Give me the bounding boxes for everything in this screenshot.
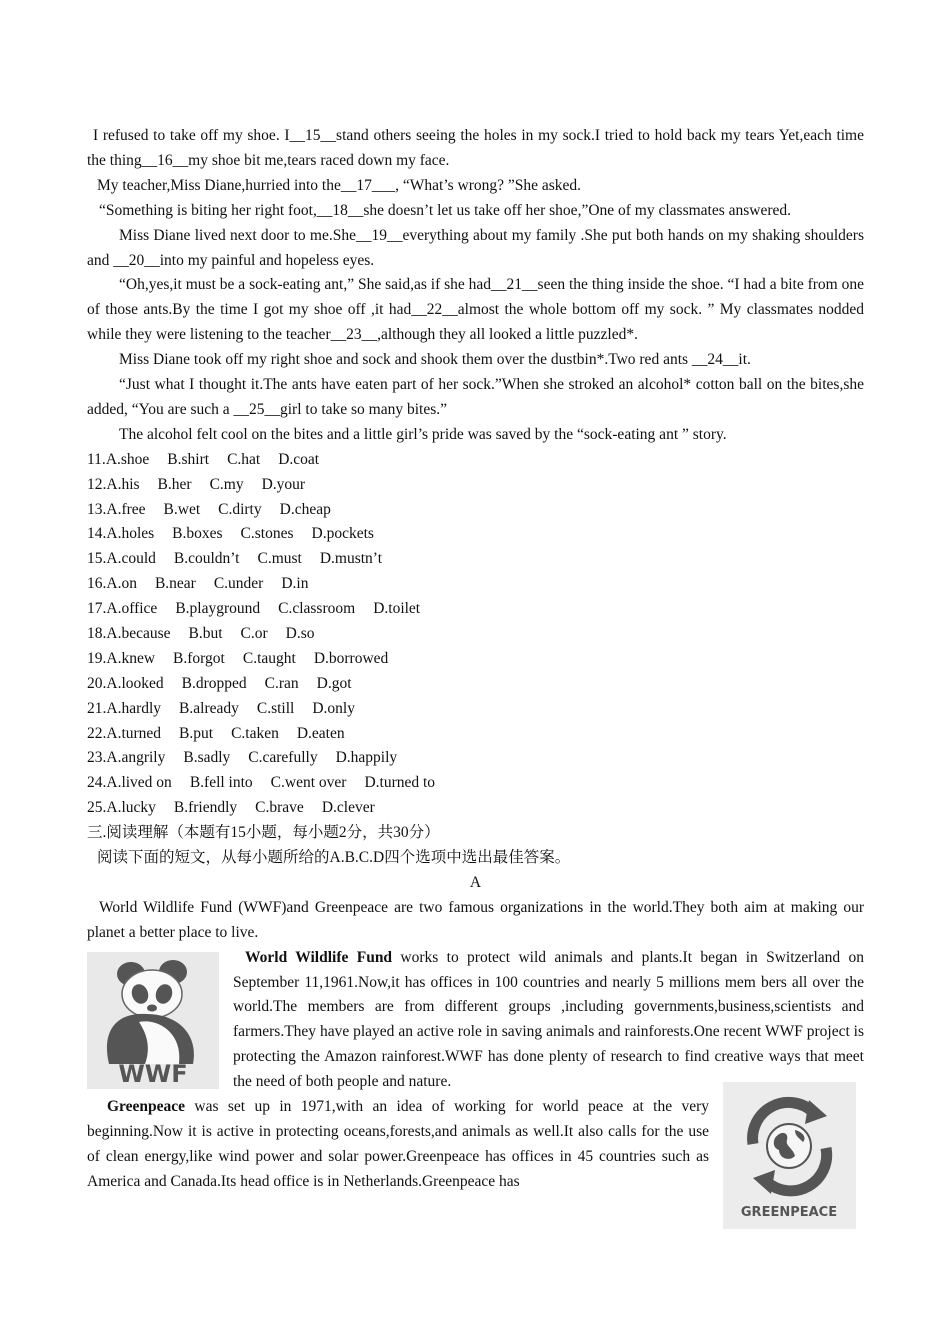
question-row bbox=[87, 498, 864, 523]
option-a: A.his bbox=[106, 475, 140, 493]
question-row bbox=[87, 547, 864, 572]
option-d: D.in bbox=[281, 575, 309, 593]
passage-paragraph-2: My teacher,Miss Diane,hurried into the__17___, “What’s wrong? ”She asked. bbox=[97, 176, 582, 194]
question-row bbox=[87, 771, 864, 796]
option-c: C.must bbox=[257, 550, 302, 568]
option-d: D.pockets bbox=[311, 525, 374, 543]
section-heading: 三.阅读理解（本题有15小题，每小题2分，共30分） bbox=[87, 824, 440, 842]
option-d: D.only bbox=[312, 699, 355, 717]
question-number: 24. bbox=[87, 774, 107, 792]
option-d: D.clever bbox=[321, 799, 375, 817]
option-c: C.classroom bbox=[278, 600, 356, 618]
question-number: 25. bbox=[87, 799, 107, 817]
question-row bbox=[87, 572, 864, 597]
question-number: 15. bbox=[87, 550, 107, 568]
option-a: A.holes bbox=[106, 525, 155, 543]
option-d: D.eaten bbox=[296, 724, 345, 742]
question-number: 21. bbox=[87, 699, 107, 717]
question-number: 18. bbox=[87, 625, 107, 643]
option-b: B.forgot bbox=[173, 649, 225, 667]
option-a: A.lucky bbox=[106, 799, 156, 817]
option-a: A.free bbox=[106, 500, 146, 518]
option-a: A.knew bbox=[106, 649, 156, 667]
passage-paragraph-1: I refused to take off my shoe. I__15__stand others seeing the holes in my sock.I tried to hold back my tears Yet,each time the thing__16__my shoe bit me,tears raced down my face. bbox=[87, 127, 864, 169]
option-c: C.brave bbox=[255, 799, 304, 817]
question-row bbox=[87, 622, 864, 647]
question-number: 22. bbox=[87, 724, 107, 742]
option-d: D.your bbox=[261, 475, 306, 493]
panda-icon bbox=[87, 952, 219, 1089]
option-a: A.because bbox=[106, 625, 171, 643]
option-b: B.already bbox=[179, 699, 239, 717]
question-row bbox=[87, 672, 864, 697]
question-row bbox=[87, 597, 864, 622]
passage-label: A bbox=[469, 873, 482, 891]
option-a: A.could bbox=[106, 550, 156, 568]
question-row bbox=[87, 448, 864, 473]
option-a: A.turned bbox=[106, 724, 162, 742]
option-b: B.shirt bbox=[167, 450, 210, 468]
option-b: B.playground bbox=[175, 600, 261, 618]
question-row bbox=[87, 697, 864, 722]
option-c: C.under bbox=[213, 575, 264, 593]
option-c: C.went over bbox=[270, 774, 347, 792]
option-c: C.dirty bbox=[218, 500, 262, 518]
document-content bbox=[87, 124, 864, 1229]
option-b: B.put bbox=[179, 724, 214, 742]
question-number: 23. bbox=[87, 749, 107, 767]
option-b: B.her bbox=[157, 475, 192, 493]
question-row bbox=[87, 647, 864, 672]
passage-paragraph-3: “Something is biting her right foot,__18__she doesn’t let us take off her shoe,”One of my classmates answered. bbox=[99, 201, 792, 219]
question-number: 17. bbox=[87, 600, 107, 618]
question-row bbox=[87, 722, 864, 747]
option-d: D.turned to bbox=[364, 774, 436, 792]
wwf-logo bbox=[87, 952, 219, 1089]
question-row bbox=[87, 746, 864, 771]
option-b: B.sadly bbox=[183, 749, 231, 767]
option-a: A.shoe bbox=[105, 450, 150, 468]
option-d: D.happily bbox=[335, 749, 398, 767]
option-b: B.near bbox=[154, 575, 196, 593]
option-b: B.but bbox=[188, 625, 223, 643]
option-b: B.boxes bbox=[172, 525, 223, 543]
question-number: 12. bbox=[87, 475, 107, 493]
question-number: 16. bbox=[87, 575, 107, 593]
passage-paragraph-6: Miss Diane took off my right shoe and sock and shook them over the dustbin*.Two red ants __24__it. bbox=[119, 351, 751, 369]
question-number: 11. bbox=[87, 450, 106, 468]
greenpeace-name: Greenpeace bbox=[107, 1098, 186, 1116]
option-b: B.couldn’t bbox=[173, 550, 240, 568]
option-b: B.wet bbox=[163, 500, 201, 518]
wwf-name: World Wildlife Fund bbox=[245, 948, 393, 966]
greenpeace-description: was set up in 1971,with an idea of working for world peace at the very beginning.Now it is active in protecting oceans,forests,and animals as well.It also calls for the use of clean energy,like wind power and solar power.Greenpeace has offices in 45 countries such as America and Canada.Its head office is in Netherlands.Greenpeace has bbox=[87, 1098, 709, 1190]
section-instruction: 阅读下面的短文，从每小题所给的A.B.C.D四个选项中选出最佳答案。 bbox=[97, 849, 571, 867]
option-d: D.coat bbox=[278, 450, 320, 468]
option-c: C.stones bbox=[240, 525, 294, 543]
option-a: A.lived on bbox=[106, 774, 172, 792]
greenpeace-logo bbox=[723, 1082, 856, 1229]
question-number: 13. bbox=[87, 500, 107, 518]
option-c: C.carefully bbox=[248, 749, 318, 767]
question-row bbox=[87, 796, 864, 821]
question-row bbox=[87, 473, 864, 498]
option-c: C.taken bbox=[231, 724, 279, 742]
option-a: A.hardly bbox=[106, 699, 162, 717]
option-d: D.toilet bbox=[373, 600, 421, 618]
globe-recycle-icon bbox=[723, 1082, 856, 1229]
option-b: B.dropped bbox=[181, 674, 247, 692]
question-number: 14. bbox=[87, 525, 107, 543]
option-c: C.taught bbox=[242, 649, 296, 667]
option-a: A.angrily bbox=[106, 749, 166, 767]
option-b: B.fell into bbox=[189, 774, 253, 792]
option-d: D.borrowed bbox=[313, 649, 389, 667]
option-c: C.ran bbox=[264, 674, 299, 692]
cloze-options-list bbox=[87, 448, 864, 821]
wwf-description: works to protect wild animals and plants.It began in Switzerland on September 11,1961.Now,it has offices in 100 countries and nearly 5 millions mem bers all over the world.The members are from different groups ,including governments,business,scientists and farmers.They have played an active role in saving animals and rainforests.One recent WWF project is protecting the Amazon rainforest.WWF has done plenty of research to find creative ways that meet the need of both people and nature. bbox=[233, 948, 865, 1091]
option-a: A.office bbox=[106, 600, 158, 618]
option-c: C.hat bbox=[227, 450, 261, 468]
question-row bbox=[87, 522, 864, 547]
passage-paragraph-4: Miss Diane lived next door to me.She__19__everything about my family .She put both hands on my shaking shoulders and __20__into my painful and hopeless eyes. bbox=[87, 226, 864, 269]
question-number: 20. bbox=[87, 674, 107, 692]
passage-paragraph-7: “Just what I thought it.The ants have eaten part of her sock.”When she stroked an alcohol* cotton ball on the bites,she added, “You are such a __25__girl to take so many bites.” bbox=[87, 376, 864, 418]
option-d: D.so bbox=[285, 625, 315, 643]
greenpeace-logo-text: GREENPEACE bbox=[740, 1204, 838, 1220]
option-a: A.looked bbox=[106, 674, 164, 692]
wwf-logo-text: WWF bbox=[118, 1059, 188, 1088]
option-c: C.or bbox=[240, 625, 268, 643]
passage-paragraph-5: “Oh,yes,it must be a sock-eating ant,” She said,as if she had__21__seen the thing inside the shoe. “I had a bite from one of those ants.By the time I got my shoe off ,it had__22__almost the whole bottom off my sock. ” My classmates nodded while they were listening to the teacher__23__,although they all looked a little puzzled*. bbox=[87, 276, 864, 344]
option-a: A.on bbox=[106, 575, 137, 593]
reading-intro: World Wildlife Fund (WWF)and Greenpeace are two famous organizations in the world.They both aim at making our planet a better place to live. bbox=[87, 898, 864, 941]
option-d: D.mustn’t bbox=[319, 550, 382, 568]
option-d: D.got bbox=[316, 674, 352, 692]
option-b: B.friendly bbox=[173, 799, 238, 817]
question-number: 19. bbox=[87, 649, 107, 667]
option-c: C.my bbox=[209, 475, 244, 493]
option-d: D.cheap bbox=[279, 500, 331, 518]
passage-paragraph-8: The alcohol felt cool on the bites and a little girl’s pride was saved by the “sock-eating ant ” story. bbox=[119, 425, 727, 443]
option-c: C.still bbox=[256, 699, 295, 717]
